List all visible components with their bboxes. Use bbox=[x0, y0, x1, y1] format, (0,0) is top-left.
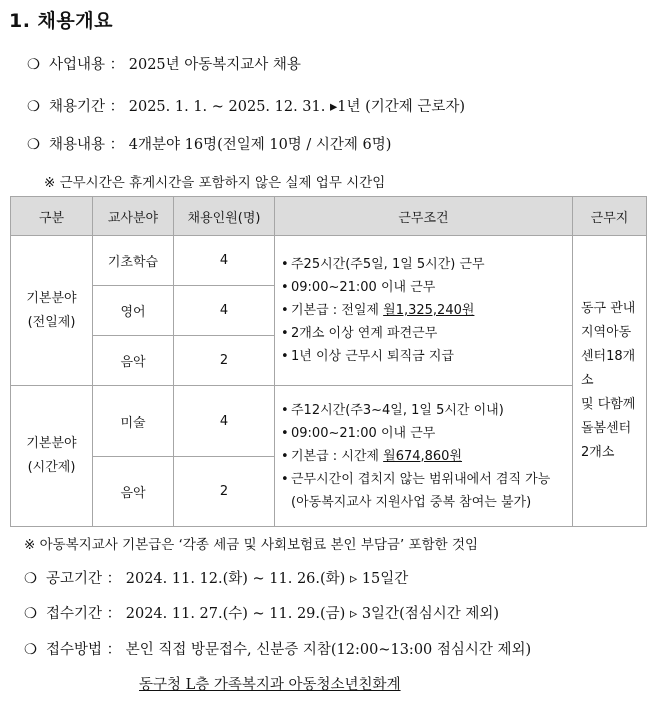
circle-bullet-icon: ❍ bbox=[24, 571, 37, 587]
count-cell: 4 bbox=[174, 286, 275, 336]
field-cell: 미술 bbox=[93, 386, 174, 457]
field-cell: 음악 bbox=[93, 336, 174, 386]
workplace-cell: 동구 관내 지역아동 센터18개소 및 다함께 돌봄센터 2개소 bbox=[573, 236, 647, 527]
header-conditions: 근무조건 bbox=[275, 197, 573, 236]
condition-item: • 09:00~21:00 이내 근무 bbox=[281, 276, 566, 299]
circle-bullet-icon: ❍ bbox=[24, 606, 37, 622]
category-fulltime: 기본분야 (전일제) bbox=[11, 236, 93, 386]
item-receipt-method: ❍ 접수방법 ： 본인 직접 방문접수, 신분증 지참(12:00~13:00 점심시간 제외) bbox=[24, 642, 532, 658]
circle-bullet-icon: ❍ bbox=[27, 99, 40, 115]
field-cell: 음악 bbox=[93, 457, 174, 527]
condition-item: • 근무시간이 겹치지 않는 범위내에서 겸직 가능(아동복지교사 지원사업 중복 참여는 불가) bbox=[281, 468, 566, 514]
condition-item: • 2개소 이상 연계 파견근무 bbox=[281, 322, 566, 345]
condition-item: • 09:00~21:00 이내 근무 bbox=[281, 422, 566, 445]
conditions-parttime bbox=[275, 386, 573, 527]
circle-bullet-icon: ❍ bbox=[27, 137, 40, 153]
header-workplace: 근무지 bbox=[573, 197, 647, 236]
header-category: 구분 bbox=[11, 197, 93, 236]
item-value: 2024. 11. 12.(화) ~ 11. 26.(화) ▹ 15일간 bbox=[125, 571, 409, 587]
salary-parttime: 월674,860원 bbox=[383, 448, 463, 464]
item-receipt-period: ❍ 접수기간 ： 2024. 11. 27.(수) ~ 11. 29.(금) ▹ 3일간(점심시간 제외) bbox=[24, 606, 500, 622]
condition-item: • 주12시간(주3~4일, 1일 5시간 이내) bbox=[281, 399, 566, 422]
count-cell: 4 bbox=[174, 236, 275, 286]
item-value: 2024. 11. 27.(수) ~ 11. 29.(금) ▹ 3일간(점심시간 제외) bbox=[125, 606, 500, 622]
header-count: 채용인원(명) bbox=[174, 197, 275, 236]
item-label: 접수기간 bbox=[46, 606, 103, 622]
item-notice-period: ❍ 공고기간 ： 2024. 11. 12.(화) ~ 11. 26.(화) ▹ 15일간 bbox=[24, 571, 409, 587]
item-value: 본인 직접 방문접수, 신분증 지참(12:00~13:00 점심시간 제외) bbox=[125, 642, 532, 658]
salary-fulltime: 월1,325,240원 bbox=[383, 303, 475, 318]
item-label: 사업내용 bbox=[49, 57, 106, 73]
recruitment-table bbox=[10, 196, 647, 527]
section-title: 1. 채용개요 bbox=[9, 10, 113, 32]
item-value: 2025. 1. 1. ~ 2025. 12. 31. ▸1년 (기간제 근로자) bbox=[128, 99, 466, 115]
circle-bullet-icon: ❍ bbox=[27, 57, 40, 73]
count-cell: 2 bbox=[174, 336, 275, 386]
condition-item: • 기본급 : 전일제 월1,325,240원 bbox=[281, 299, 566, 322]
condition-item: • 기본급 : 시간제 월674,860원 bbox=[281, 445, 566, 468]
count-cell: 4 bbox=[174, 386, 275, 457]
field-cell: 영어 bbox=[93, 286, 174, 336]
item-period: ❍ 채용기간 ： 2025. 1. 1. ~ 2025. 12. 31. ▸1년 (기간제 근로자) bbox=[27, 99, 466, 115]
category-parttime: 기본분야 (시간제) bbox=[11, 386, 93, 527]
table-row bbox=[11, 236, 647, 286]
item-label: 채용내용 bbox=[49, 137, 106, 153]
item-value: 4개분야 16명(전일제 10명 / 시간제 6명) bbox=[128, 137, 392, 153]
item-label: 채용기간 bbox=[49, 99, 106, 115]
receipt-address: 동구청 L층 가족복지과 아동청소년친화계 bbox=[139, 677, 401, 693]
salary-note: ※ 아동복지교사 기본급은 ‘각종 세금 및 사회보험료 본인 부담금’ 포함한 것임 bbox=[24, 537, 479, 553]
header-field: 교사분야 bbox=[93, 197, 174, 236]
conditions-fulltime bbox=[275, 236, 573, 386]
item-business: ❍ 사업내용 ： 2025년 아동복지교사 채용 bbox=[27, 57, 301, 73]
work-hours-note: ※ 근무시간은 휴게시간을 포함하지 않은 실제 업무 시간임 bbox=[44, 175, 386, 191]
table-row bbox=[11, 386, 647, 457]
condition-item: • 주25시간(주5일, 1일 5시간) 근무 bbox=[281, 253, 566, 276]
circle-bullet-icon: ❍ bbox=[24, 642, 37, 658]
item-content: ❍ 채용내용 ： 4개분야 16명(전일제 10명 / 시간제 6명) bbox=[27, 137, 392, 153]
count-cell: 2 bbox=[174, 457, 275, 527]
item-value: 2025년 아동복지교사 채용 bbox=[128, 57, 301, 73]
condition-item: • 1년 이상 근무시 퇴직금 지급 bbox=[281, 345, 566, 368]
table-header-row bbox=[11, 197, 647, 236]
field-cell: 기초학습 bbox=[93, 236, 174, 286]
item-label: 공고기간 bbox=[46, 571, 103, 587]
item-label: 접수방법 bbox=[46, 642, 103, 658]
